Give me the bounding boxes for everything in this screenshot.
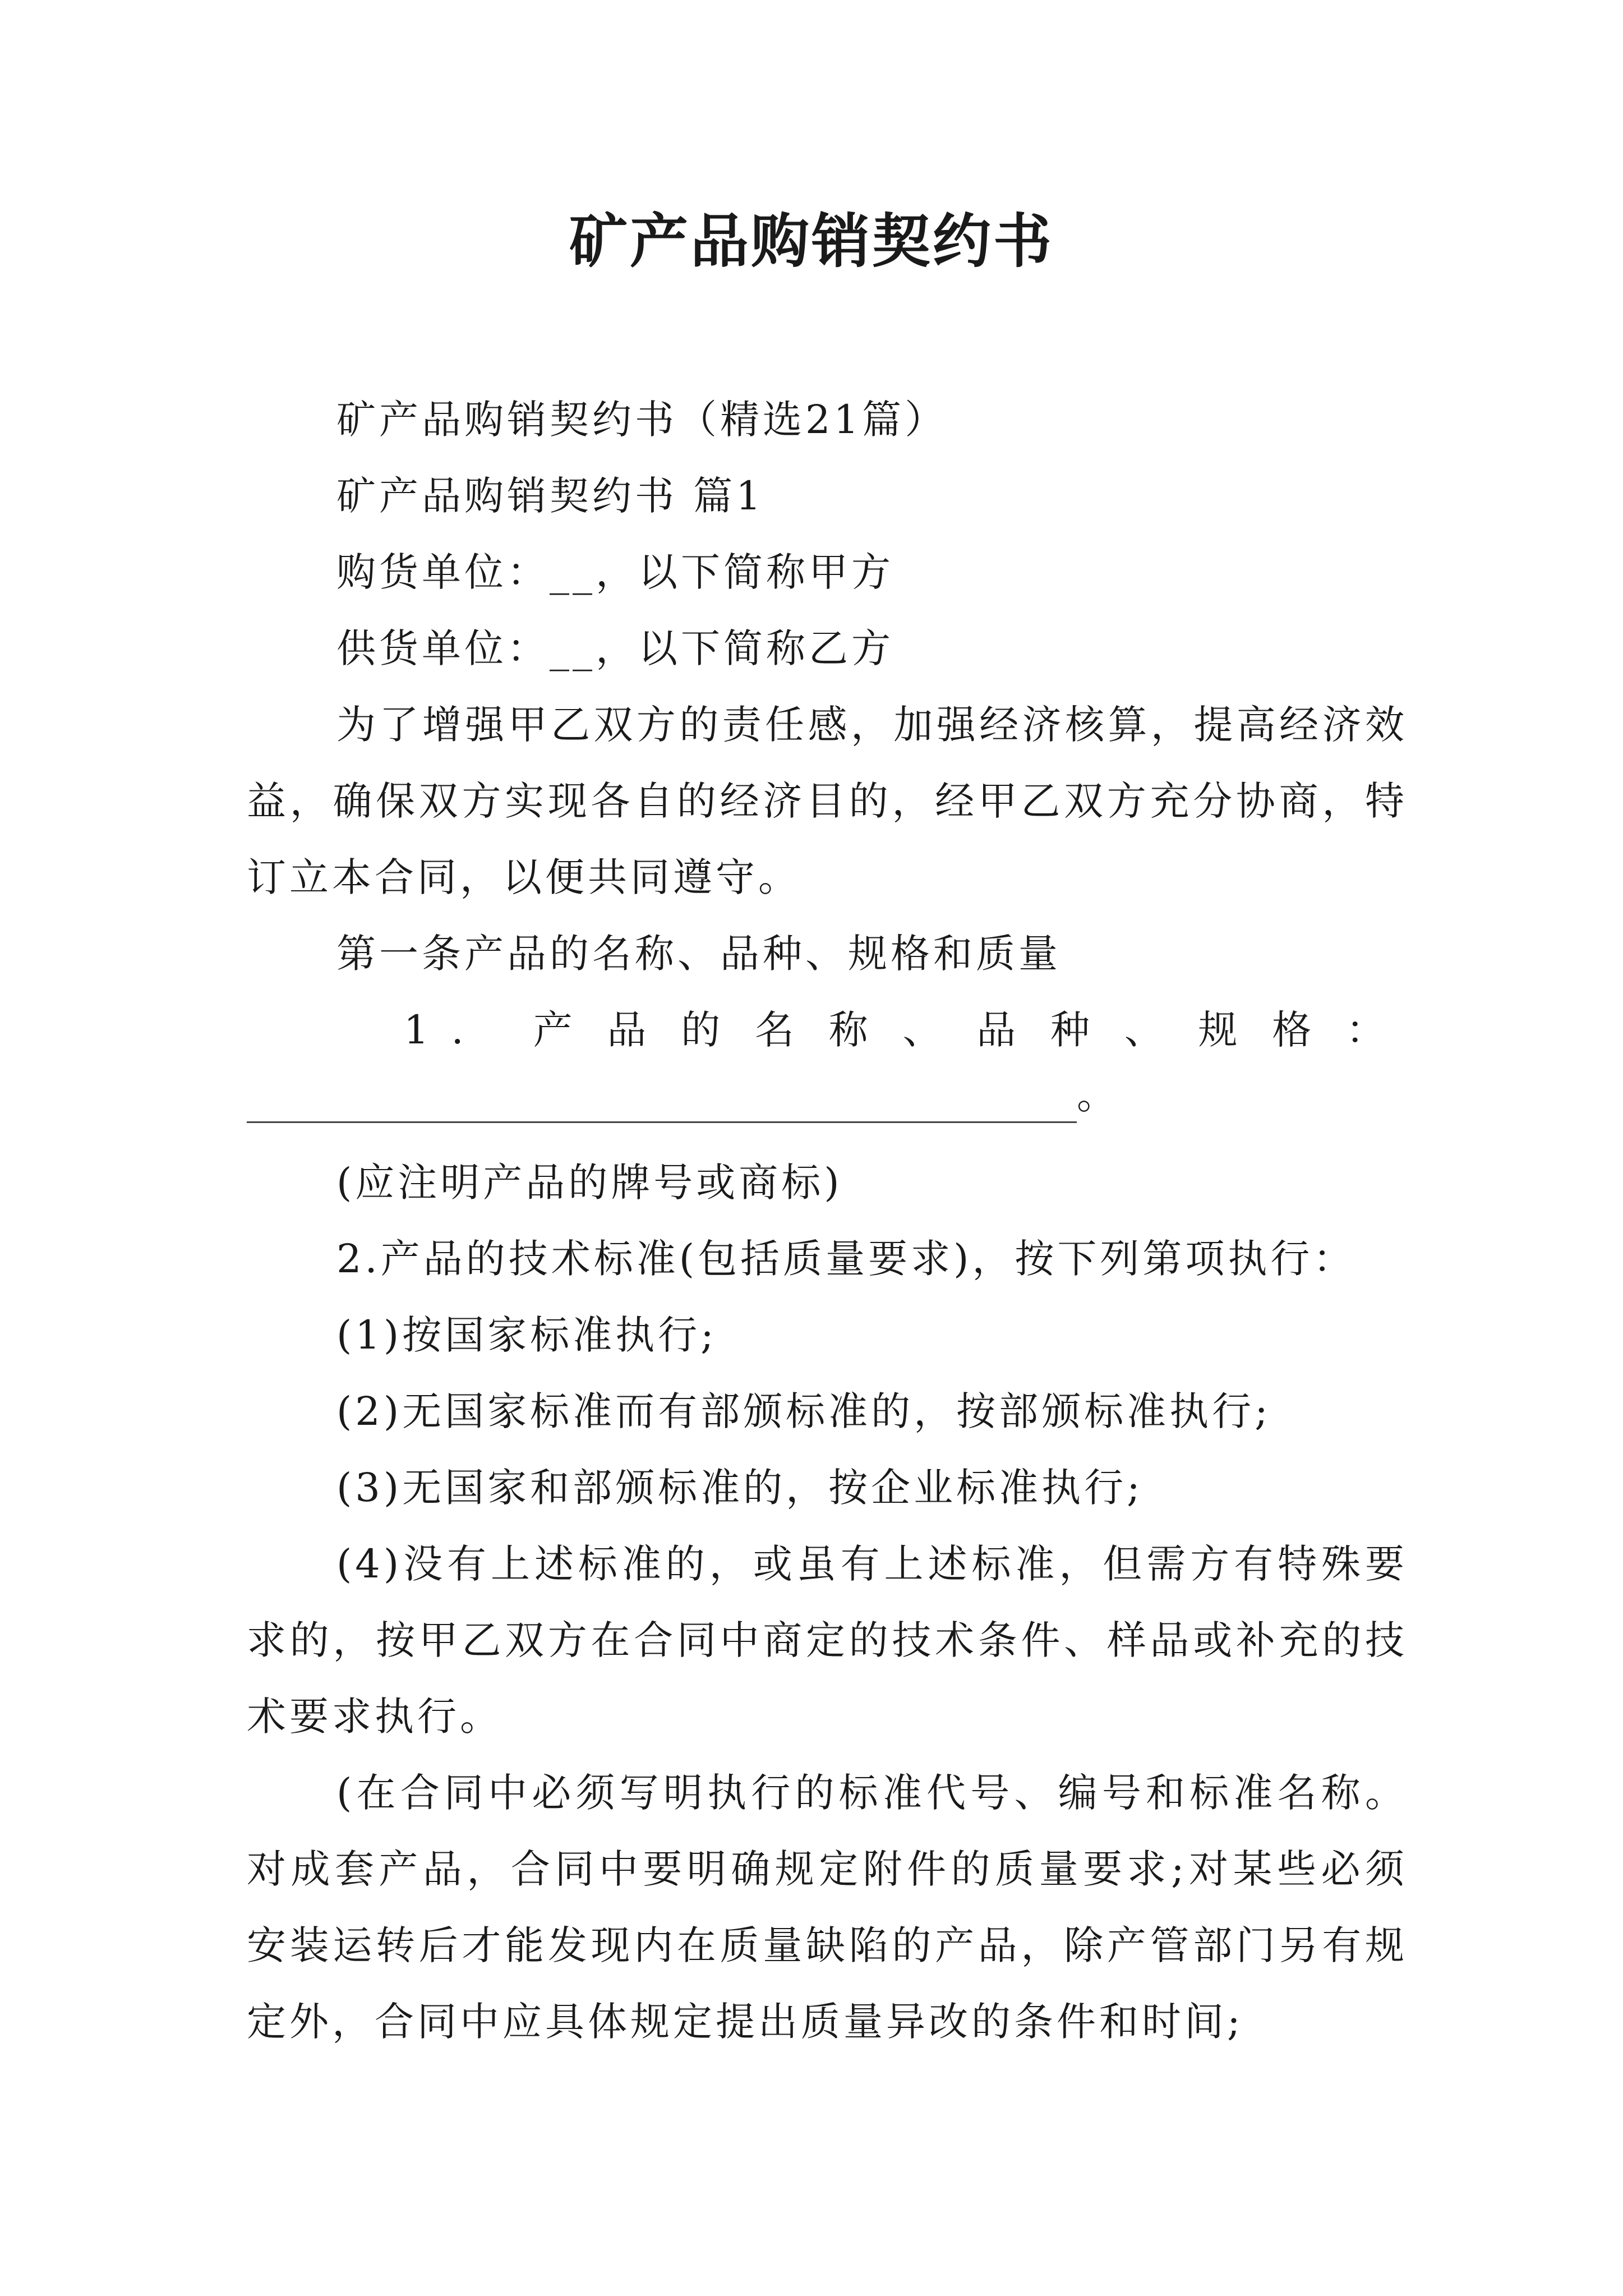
paragraph-standard-4: (4)没有上述标准的，或虽有上述标准，但需方有特殊要求的，按甲乙双方在合同中商定的技术条件、样品或补充的技术要求执行。 (247, 1541, 1408, 1740)
paragraph-article-1-heading: 第一条产品的名称、品种、规格和质量 (336, 931, 1061, 977)
fill-in-blank-line (247, 1068, 1408, 1144)
paragraph-supplier: 供货单位：__，以下简称乙方 (336, 625, 894, 671)
document-title: 矿产品购销契约书 (569, 206, 1054, 275)
paragraph-standard-note: (在合同中必须写明执行的标准代号、编号和标准名称。对成套产品，合同中要明确规定附件的质量要求;对某些必须安装运转后才能发现内在质量缺陷的产品，除产管部门另有规定外，合同中应具体规定提出质量异改的条件和时间; (247, 1770, 1408, 2045)
paragraph-subtitle: 矿产品购销契约书（精选21篇） (336, 397, 948, 443)
paragraph-section-heading: 矿产品购销契约书 篇1 (336, 473, 764, 519)
paragraph-technical-standard: 2.产品的技术标准(包括质量要求)，按下列第项执行： (336, 1236, 1356, 1282)
paragraph-brand-note: (应注明产品的牌号或商标) (336, 1159, 843, 1205)
paragraph-standard-3: (3)无国家和部颁标准的，按企业标准执行; (336, 1465, 1144, 1511)
paragraph-standard-2: (2)无国家标准而有部颁标准的，按部颁标准执行; (336, 1388, 1271, 1434)
paragraph-buyer: 购货单位：__，以下简称甲方 (336, 549, 894, 595)
document-body (247, 381, 1408, 2060)
paragraph-standard-1: (1)按国家标准执行; (336, 1312, 717, 1358)
blank-underline (247, 1121, 1077, 1123)
paragraph-preamble: 为了增强甲乙双方的责任感，加强经济核算，提高经济效益，确保双方实现各自的经济目的，经甲乙双方充分协商，特订立本合同，以便共同遵守。 (247, 702, 1408, 900)
paragraph-product-name-spec: 1. 产品的名称、品种、规格： (404, 1007, 1408, 1053)
blank-line-period: 。 (1077, 1072, 1119, 1118)
